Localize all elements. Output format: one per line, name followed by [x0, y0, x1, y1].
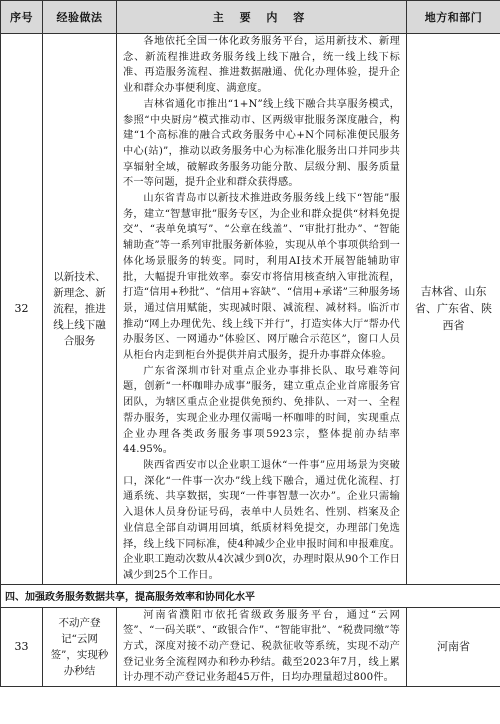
table-header-row	[1, 1, 500, 34]
row-number: 33	[1, 607, 43, 687]
content-paragraph: 陕西省西安市以企业职工退休“一件事”应用场景为突破口，深化“一件事一次办”线上线下融合，通过优化流程、打通系统、共享数据，实现“一件事智慧一次办”。企业只需输入退休人员身份证号码，表单中人员姓名、性别、档案及企业信息全部自动调用回填，纸质材料免提交，办理部门免选择，线上线下同标准，使4种减少企业申报时间和申报难度。企业职工跑动次数从4次减少到0次，办理时限从90个工作日减少到25个工作日。	[123, 459, 400, 581]
content-paragraph: 山东省青岛市以新技术推进政务服务线上线下“智能”服务，建立“智慧审批”服务专区，为企业和群众提供“材料免提交”、“表单免填写”、“公章在线盖”、“审批打批办”、“智能辅助查”等一系列审批服务新体验，实现从单个事项供给到一体化场景服务的转变。同时，利用AI技术开展智能辅助审批，大幅提升审批效率。泰安市将信用核查纳入审批流程，打造“信用+秒批”、“信用+容缺”、“信用+承诺”三种服务场景，通过信用赋能，实现减时限、减流程、减材料。临沂市推动“网上办理优先、线上线下并行”，打造实体大厅“帮办代办服务区、一网通办”体验区、网厅融合示范区”，窗口人员从柜台内走到柜台外提供并肩式服务，提升办事群众体验。	[123, 193, 400, 362]
content-paragraph: 各地依托全国一体化政务服务平台，运用新技术、新理念、新流程推进政务服务线上线下融合，统一线上线下标准、再造服务流程、推进数据融通、优化办理体验，提升企业和群众办事便利度、满意度。	[123, 36, 400, 95]
content-paragraph: 广东省深圳市针对重点企业办事排长队、取号难等问题，创新“一杯咖啡办成事”服务，建立重点企业首席服务官团队，为辖区重点企业提供免预约、免排队、一对一、全程帮办服务，实现企业办理仅需喝一杯咖啡的时间，实现重点企业办理各类政务服务事项5923宗，整体提前办结率44.95%。	[123, 365, 400, 456]
row-region: 河南省	[407, 607, 500, 687]
content-paragraph: 河南省濮阳市依托省级政务服务平台，通过“云网签”、“一码关联”、“政银合作”、“智能审批”、“税费同缴”等方式，深度对接不动产登记、税款征收等系统，实现不动产登记业务全流程网办和秒办秒结。截至2023年7月，线上累计办理不动产登记业务超45万件，日均办理量超过800件。	[123, 609, 400, 684]
header-method: 经验做法	[43, 1, 117, 34]
table-row	[1, 34, 500, 585]
header-content-label: 主 要 内 容	[212, 11, 311, 24]
row-method: 不动产登记“云网签”，实现秒办秒结	[43, 607, 117, 687]
row-content	[117, 607, 407, 687]
section-heading-row	[1, 584, 500, 607]
content-paragraph: 吉林省通化市推出“1+N”线上线下融合共享服务模式，参照“中央厨房”模式推动市、区两级审批服务深度融合，构建“1个高标准的融合式政务服务中心+N个同标准便民服务中心(站)”，推动以政务服务中心为标准化服务出口并同步共享辐射全域，破解政务服务功能分散、层级分割、服务质量不一等问题，提升企业和群众获得感。	[123, 98, 400, 189]
row-region: 吉林省、山东省、广东省、陕西省	[407, 34, 500, 585]
row-method: 以新技术、新理念、新流程，推进线上线下融合服务	[43, 34, 117, 585]
header-region: 地方和部门	[407, 1, 500, 34]
row-content	[117, 34, 407, 585]
section-heading: 四、加强政务服务数据共享，提高服务效率和协同化水平	[1, 584, 500, 607]
table-row	[1, 607, 500, 687]
header-content	[117, 1, 407, 34]
header-number: 序号	[1, 1, 43, 34]
row-number: 32	[1, 34, 43, 585]
